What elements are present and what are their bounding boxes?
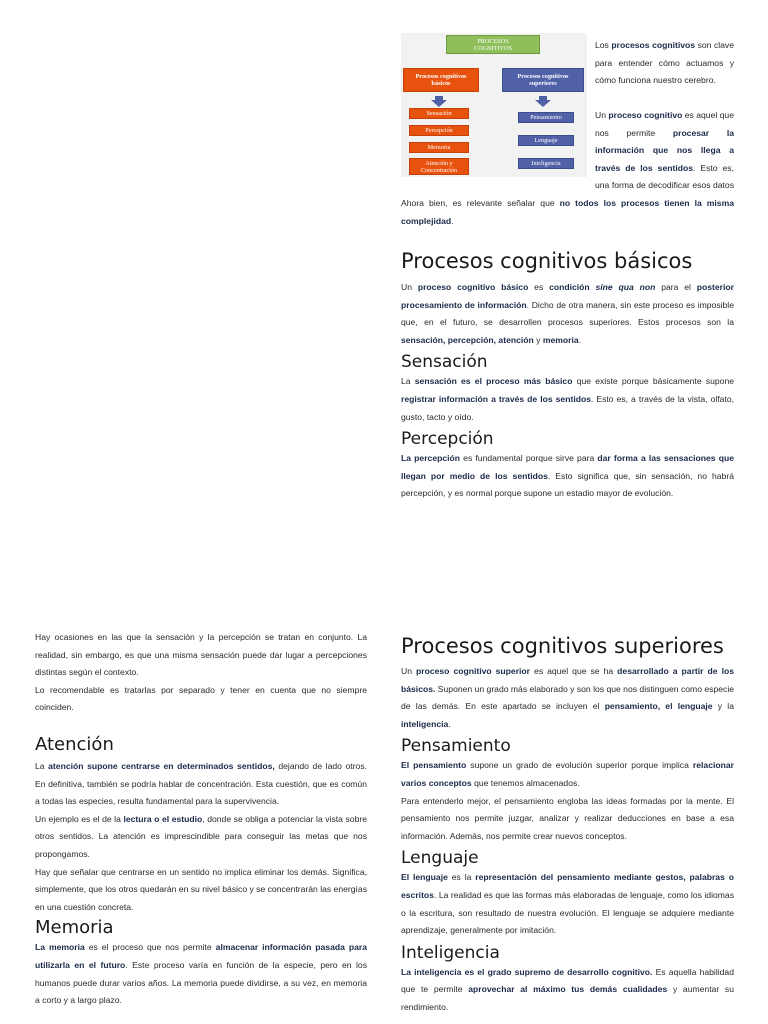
diagram-basic-header-label: Procesos cognitivos básicos [415, 73, 467, 87]
intro-paragraph-2-start: Un proceso cognitivo es aquel que nos permite procesar la información que nos llega a través de los sentidos. Esto es, una forma de decodificar esos datos [595, 110, 734, 191]
diagram-superior-header-label: Procesos cognitivos superiores [517, 73, 569, 87]
intro-continuation [401, 195, 734, 230]
intro-side-text-2 [595, 107, 734, 195]
diagram-item-label: Sensación [426, 110, 452, 117]
superiores-section [401, 633, 734, 1017]
left-lower-column [35, 629, 367, 1010]
diagram-item-percepcion [409, 125, 469, 136]
diagram-item-memoria [409, 142, 469, 153]
sensacion-percepcion-paragraph: Hay ocasiones en las que la sensación y la percepción se tratan en conjunto. La realidad, sin embargo, es que una misma sensación puede dar lugar a percepciones distintas según el contexto. [35, 632, 367, 678]
pensamiento-paragraph-2: Para entenderlo mejor, el pensamiento engloba las ideas formadas por la mente. El pensamiento nos permite juzgar, analizar y realizar deducciones en base a esa información. Además, nos permite crear nuevos conceptos. [401, 795, 734, 841]
recomendacion-paragraph: Lo recomendable es tratarlas por separado y tener en cuenta que no siempre coinciden. [35, 684, 367, 713]
inteligencia-paragraph: La inteligencia es el grado supremo de desarrollo cognitivo. Es aquella habilidad que te permite aprovechar al máximo tus demás cualidades y aumentar su rendimiento. [401, 966, 735, 1012]
subsection-title: Pensamiento [401, 736, 511, 757]
procesos-cognitivos-diagram [401, 33, 587, 177]
diagram-item-label: Pensamiento [530, 114, 562, 121]
basicos-paragraph: Un proceso cognitivo básico es condición sine qua non para el posterior procesamiento de información. Dicho de otra manera, sin este proceso es imposible que, en el futuro, se desarrollen procesos superiores. Estos procesos son la sensación, percepción, atención y memoria. [401, 282, 735, 345]
basicos-section [401, 248, 734, 503]
sensacion-paragraph: La sensación es el proceso más básico que existe porque básicamente supone registrar información a través de los sentidos. Esto es, a través de la vista, olfato, gusto, tacto y oído. [401, 376, 735, 422]
diagram-item-label: Percepción [425, 127, 453, 134]
subsection-title: Percepción [401, 429, 494, 450]
diagram-item-lenguaje [518, 135, 574, 146]
intro-side-text [595, 37, 734, 90]
subsection-title: Lenguaje [401, 848, 479, 869]
subsection-title: Inteligencia [401, 942, 500, 963]
subsection-title: Atención [35, 733, 114, 755]
superiores-paragraph: Un proceso cognitivo superior es aquel que se ha desarrollado a partir de los básicos. Suponen un grado más elaborado y son los que nos distinguen como especie de las demás. En este apartado se incluyen el pensamiento, el lenguaje y la inteligencia. [401, 666, 735, 729]
section-title: Procesos cognitivos superiores [401, 634, 724, 658]
arrow-down-icon [431, 96, 447, 107]
diagram-item-pensamiento [518, 112, 574, 123]
section-title: Procesos cognitivos básicos [401, 249, 693, 273]
diagram-root-label: PROCESOS COGNITIVOS [474, 37, 512, 52]
memoria-paragraph: La memoria es el proceso que nos permite almacenar información pasada para utilizarla en el futuro. Este proceso varía en función de la especie, pero en los humanos puede durar varios años. La memoria puede dividirse, a su vez, en memoria a corto y a largo plazo. [35, 942, 368, 1006]
subsection-title: Memoria [35, 917, 114, 939]
atencion-paragraph-2: Un ejemplo es el de la lectura o el estudio, donde se obliga a potenciar la vista sobre otros sentidos. La atención es imprescindible para conseguir las metas que nos propongamos. [35, 813, 367, 859]
percepcion-paragraph: La percepción es fundamental porque sirve para dar forma a las sensaciones que llegan por medio de los sentidos. Esto significa que, sin sensación, no habrá percepción, y es normal porque supone un estadio mayor de evolución. [401, 453, 734, 499]
diagram-item-sensacion [409, 108, 469, 119]
diagram-item-label: Lenguaje [534, 137, 558, 144]
diagram-item-label: Memoria [427, 144, 451, 151]
atencion-paragraph-3: Hay que señalar que centrarse en un sentido no implica eliminar los demás. Significa, simplemente, que los otros quedarán en su nivel básico y se concentrarán las energías en una cuestión concreta. [35, 866, 368, 912]
pensamiento-paragraph-1: El pensamiento supone un grado de evolución superior porque implica relacionar varios conceptos que tenemos almacenados. [401, 760, 735, 788]
intro-paragraph-1: Los procesos cognitivos son clave para entender cómo actuamos y cómo funciona nuestro cerebro. [595, 40, 735, 86]
arrow-down-icon [535, 96, 551, 107]
diagram-arrows [401, 33, 587, 177]
diagram-item-inteligencia [518, 158, 574, 169]
lenguaje-paragraph: El lenguaje es la representación del pensamiento mediante gestos, palabras o escritos. La realidad es que las formas más elaboradas de lenguaje, como los idiomas o la escritura, son resultado de nuestra evolución. El lenguaje se adquiere mediante aprendizaje, generalmente por imitación. [401, 872, 734, 936]
atencion-paragraph-1: La atención supone centrarse en determinados sentidos, dejando de lado otros. En definitiva, también se podría hablar de concentración. Esta cuestión, que es común a todas las especies, resulta fundamental para la supervivencia. [35, 760, 368, 807]
diagram-item-label: Inteligencia [531, 160, 561, 167]
diagram-item-label: Atención y Concentración [420, 159, 458, 174]
intro-paragraph-3: Ahora bien, es relevante señalar que no todos los procesos tienen la misma complejidad. [401, 198, 734, 226]
diagram-item-atencion [409, 158, 469, 175]
subsection-title: Sensación [401, 352, 488, 373]
